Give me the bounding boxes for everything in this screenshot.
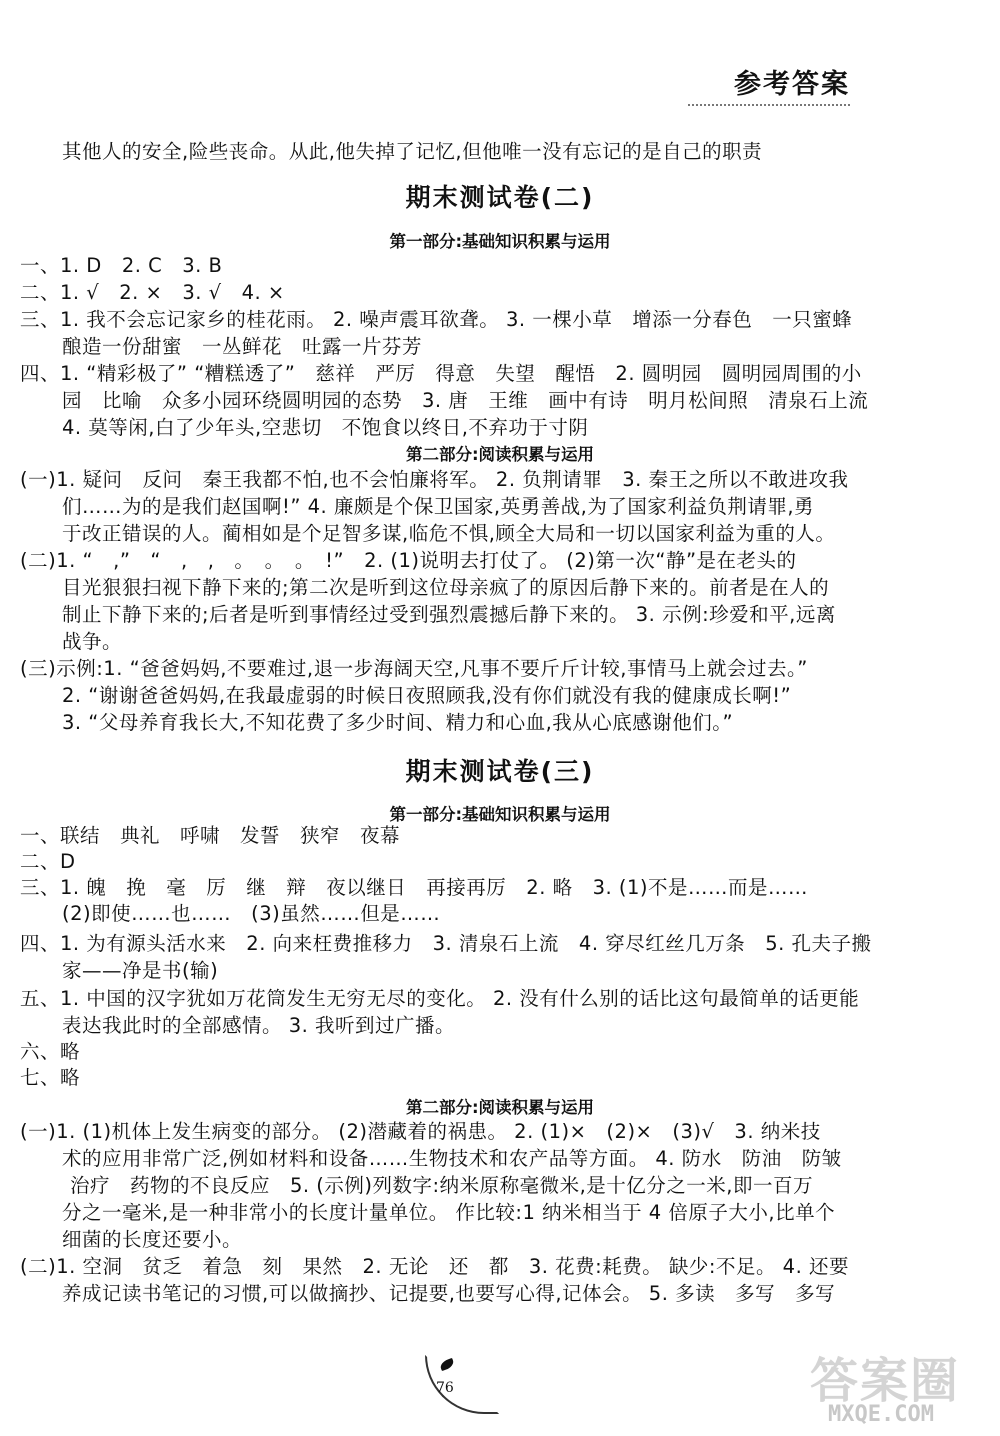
exam3-part2-title: 第二部分:阅读积累与运用 — [405, 1098, 595, 1117]
exam3-reading-line: (一)1. (1)机体上发生病变的部分。 (2)潜藏着的祸患。 2. (1)× (2)× (3)√ 3. 纳米技 — [20, 1120, 821, 1143]
exam3-title: 期末测试卷(三) — [405, 757, 595, 786]
watermark-text: 答案圈 — [810, 1353, 961, 1409]
exam2-line: 4. 莫等闲,白了少年头,空悲切 不饱食以终日,不弃功于寸阴 — [62, 416, 589, 439]
exam3-line: 表达我此时的全部感情。 3. 我听到过广播。 — [62, 1014, 456, 1037]
exam3-line: 家——净是书(输) — [62, 959, 219, 982]
exam2-reading-line: (三)示例:1. “爸爸妈妈,不要难过,退一步海阔天空,凡事不要斤斤计较,事情马上就会过去。” — [20, 657, 808, 680]
exam3-reading-line: 治疗 药物的不良反应 5. (示例)列数字:纳米原称毫微米,是十亿分之一米,即一百万 — [70, 1174, 813, 1197]
exam2-part2-title: 第二部分:阅读积累与运用 — [405, 445, 595, 464]
exam2-line: 二、1. √ 2. × 3. √ 4. × — [20, 281, 285, 304]
exam2-line: 酿造一份甜蜜 一丛鲜花 吐露一片芬芳 — [62, 335, 423, 358]
exam2-line: 四、1. “精彩极了” “糟糕透了” 慈祥 严厉 得意 失望 醒悟 2. 圆明园 圆明园周围的小 — [20, 362, 862, 385]
exam3-line: 六、略 — [20, 1040, 81, 1063]
exam3-reading-line: 术的应用非常广泛,例如材料和设备……生物技术和农产品等方面。 4. 防水 防油 防皱 — [62, 1147, 842, 1170]
exam2-title: 期末测试卷(二) — [405, 183, 595, 212]
exam2-line: 一、1. D 2. C 3. B — [20, 254, 223, 277]
exam2-reading-line: 2. “谢谢爸爸妈妈,在我最虚弱的时候日夜照顾我,没有你们就没有我的健康成长啊!” — [62, 684, 792, 707]
exam3-line: (2)即使……也…… (3)虽然……但是…… — [62, 902, 441, 925]
exam3-line: 四、1. 为有源头活水来 2. 向来枉费推移力 3. 清泉石上流 4. 穿尽红丝几万条 5. 孔夫子搬 — [20, 932, 872, 955]
watermark-logo — [810, 1340, 990, 1430]
exam2-reading-line: (二)1. “ ,” “ , , 。 。 。 !” 2. (1)说明去打仗了。 (2)第一次“静”是在老头的 — [20, 549, 797, 572]
exam2-reading-line: 们……为的是我们赵国啊!” 4. 廉颇是个保卫国家,英勇善战,为了国家利益负荆请罪,勇 — [62, 495, 815, 518]
header-dotted-rule — [688, 104, 850, 106]
exam3-line: 一、联结 典礼 呼啸 发誓 狭窄 夜幕 — [20, 824, 401, 847]
exam3-line: 五、1. 中国的汉字犹如万花筒发生无穷无尽的变化。 2. 没有什么别的话比这句最简单的话更能 — [20, 987, 860, 1010]
exam3-line: 二、D — [20, 850, 76, 873]
exam2-part1-title: 第一部分:基础知识积累与运用 — [389, 232, 611, 251]
exam2-reading-line: 目光狠狠扫视下静下来的;第二次是听到这位母亲疯了的原因后静下来的。前者是在人的 — [62, 576, 830, 599]
exam3-reading-line: (二)1. 空洞 贫乏 着急 刻 果然 2. 无论 还 都 3. 花费:耗费。 缺少:不足。 4. 还要 — [20, 1255, 849, 1278]
watermark-url: MXQE.COM — [828, 1402, 934, 1427]
exam2-reading-line: 3. “父母养育我长大,不知花费了多少时间、精力和心血,我从心底感谢他们。” — [62, 711, 734, 734]
exam2-line: 三、1. 我不会忘记家乡的桂花雨。 2. 噪声震耳欲聋。 3. 一棵小草 增添一分春色 一只蜜蜂 — [20, 308, 853, 331]
header-title: 参考答案 — [734, 69, 850, 100]
exam3-part1-title: 第一部分:基础知识积累与运用 — [389, 805, 611, 824]
exam3-line: 七、略 — [20, 1066, 81, 1089]
page-number: 76 — [436, 1380, 454, 1396]
exam3-reading-line: 细菌的长度还要小。 — [62, 1228, 243, 1251]
exam2-reading-line: 战争。 — [62, 630, 123, 653]
exam2-reading-line: 制止下静下来的;后者是听到事情经过受到强烈震撼后静下来的。 3. 示例:珍爱和平,远离 — [62, 603, 836, 626]
exam3-reading-line: 分之一毫米,是一种非常小的长度计量单位。 作比较:1 纳米相当于 4 倍原子大小,比单个 — [62, 1201, 836, 1224]
exam3-line: 三、1. 魄 挽 毫 厉 继 辩 夜以继日 再接再厉 2. 略 3. (1)不是……而是…… — [20, 876, 809, 899]
intro-line: 其他人的安全,险些丧命。从此,他失掉了记忆,但他唯一没有忘记的是自己的职责 — [62, 140, 763, 163]
exam2-reading-line: 于改正错误的人。蔺相如是个足智多谋,临危不惧,顾全大局和一切以国家利益为重的人。 — [62, 522, 836, 545]
exam2-line: 园 比喻 众多小园环绕圆明园的态势 3. 唐 王维 画中有诗 明月松间照 清泉石上流 — [62, 389, 869, 412]
exam2-reading-line: (一)1. 疑问 反问 秦王我都不怕,也不会怕廉将军。 2. 负荆请罪 3. 秦王之所以不敢进攻我 — [20, 468, 849, 491]
exam3-reading-line: 养成记读书笔记的习惯,可以做摘抄、记提要,也要写心得,记体会。 5. 多读 多写 多写 — [62, 1282, 836, 1305]
